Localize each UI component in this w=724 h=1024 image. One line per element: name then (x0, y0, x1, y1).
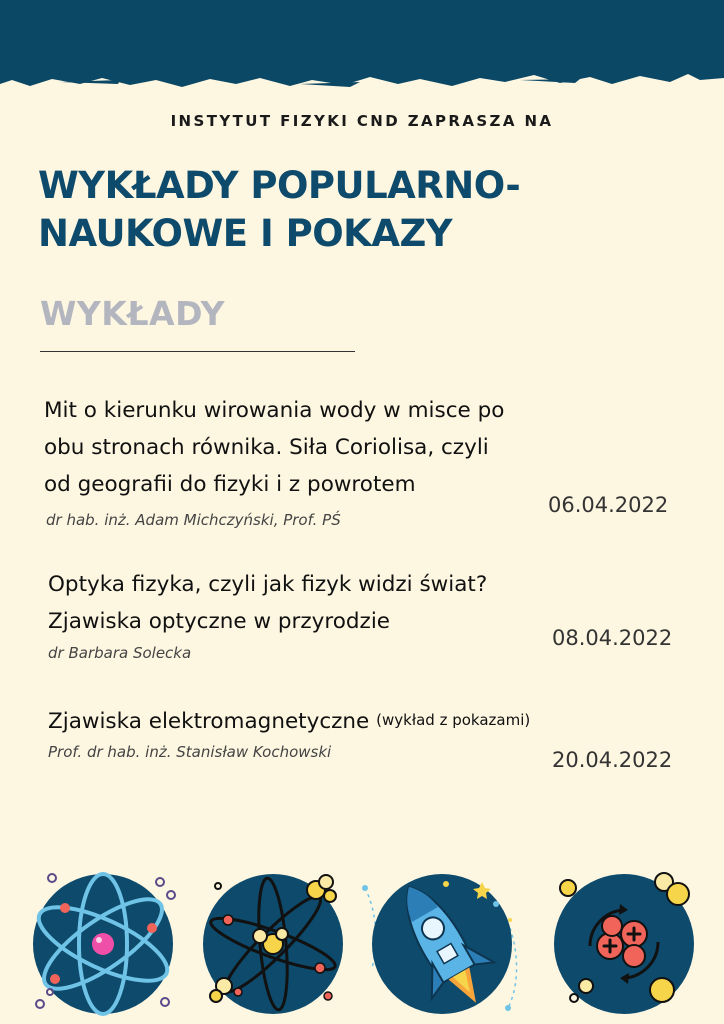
lecture-title-line: od geografii do fizyki i z powrotem (44, 472, 416, 497)
section-divider (40, 351, 355, 352)
lecture-speaker: dr Barbara Solecka (48, 644, 192, 662)
page-title-line-2: NAUKOWE I POKAZY (38, 212, 453, 255)
lecture-title-line: Zjawiska elektromagnetyczne (48, 709, 370, 734)
lecture-note: (wykład z pokazami) (376, 711, 531, 729)
lecture-date: 08.04.2022 (552, 626, 673, 650)
lecture-title-line: obu stronach równika. Siła Coriolisa, czyli (44, 435, 489, 460)
atom-icon (28, 868, 198, 1018)
lecture-title-line: Zjawiska optyczne w przyrodzie (48, 609, 391, 634)
molecule-icon (198, 868, 368, 1018)
lecture-title (48, 702, 708, 740)
rocket-icon (360, 868, 530, 1018)
page-title-line-1: WYKŁADY POPULARNO- (38, 164, 521, 207)
header-brush-band (0, 0, 724, 100)
lecture-date: 06.04.2022 (548, 493, 669, 517)
charged-particles-icon (538, 868, 708, 1018)
page-title (38, 162, 638, 258)
lecture-speaker: dr hab. inż. Adam Michczyński, Prof. PŚ (46, 511, 341, 529)
lecture-title-line: Mit o kierunku wirowania wody w misce po (44, 398, 505, 423)
section-title: WYKŁADY (40, 294, 225, 333)
lecture-title-line: Optyka fizyka, czyli jak fizyk widzi świat? (48, 572, 488, 597)
lecture-speaker: Prof. dr hab. inż. Stanisław Kochowski (48, 743, 332, 761)
kicker-text: INSTYTUT FIZYKI CND ZAPRASZA NA (170, 112, 554, 130)
lecture-date: 20.04.2022 (552, 748, 673, 772)
lecture-title (44, 392, 684, 503)
